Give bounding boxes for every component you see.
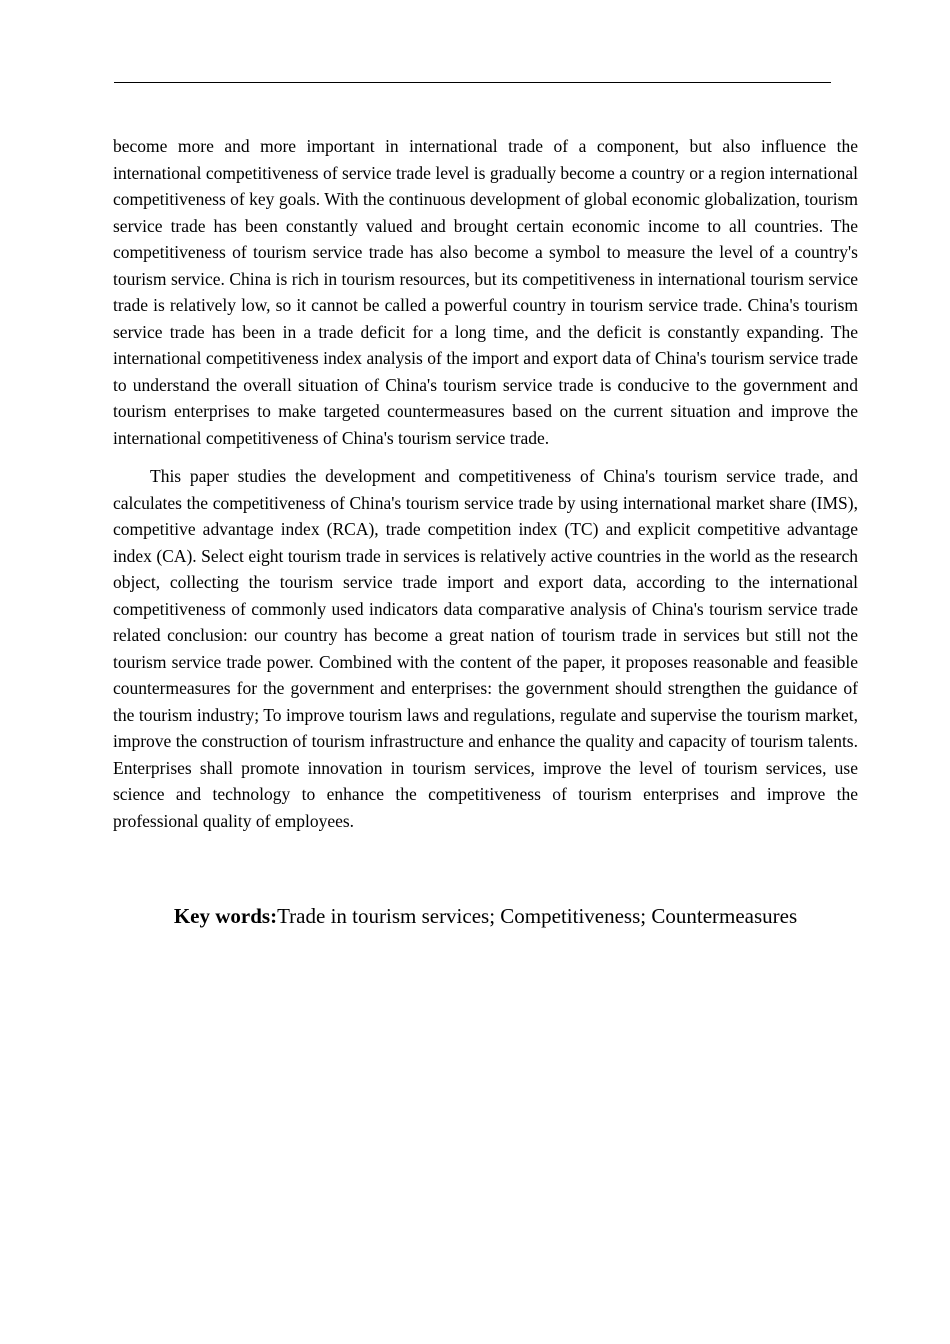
keywords-line (113, 901, 858, 931)
keywords-value: Trade in tourism services; Competitiveness; Countermeasures (277, 904, 798, 928)
abstract-paragraph-2: This paper studies the development and competitiveness of China's tourism service trade, and calculates the competitiveness of China's tourism service trade by using international market share (IMS), competitive advantage index (RCA), trade competition index (TC) and explicit competitive advantage index (CA). Select eight tourism trade in services is relatively active countries in the world as the research object, collecting the tourism service trade import and export data, according to the international competitiveness of commonly used indicators data comparative analysis of China's tourism service trade related conclusion: our country has become a great nation of tourism trade in services but still not the tourism service trade power. Combined with the content of the paper, it proposes reasonable and feasible countermeasures for the government and enterprises: the government should strengthen the guidance of the tourism industry; To improve tourism laws and regulations, regulate and supervise the tourism market, improve the construction of tourism infrastructure and enhance the quality and capacity of tourism talents. Enterprises shall promote innovation in tourism services, improve the level of tourism services, use science and technology to enhance the competitiveness of tourism enterprises and improve the professional quality of employees. (113, 466, 858, 831)
header-rule (114, 82, 831, 83)
keywords-label: Key words: (173, 904, 278, 928)
abstract-paragraph-1: become more and more important in international trade of a component, but also influence the international competitiveness of service trade level is gradually become a country or a region international competitiveness of key goals. With the continuous development of global economic globalization, tourism service trade has been constantly valued and brought certain economic income to all countries. The competitiveness of tourism service trade has also become a symbol to measure the level of a country's tourism service. China is rich in tourism resources, but its competitiveness in international tourism service trade is relatively low, so it cannot be called a powerful country in tourism service trade. China's tourism service trade has been in a trade deficit for a long time, and the deficit is constantly expanding. The international competitiveness index analysis of the import and export data of China's tourism service trade to understand the overall situation of China's tourism service trade is conducive to the government and tourism enterprises to make targeted countermeasures based on the current situation and improve the international competitiveness of China's tourism service trade. (113, 136, 858, 448)
abstract-body (113, 133, 858, 834)
